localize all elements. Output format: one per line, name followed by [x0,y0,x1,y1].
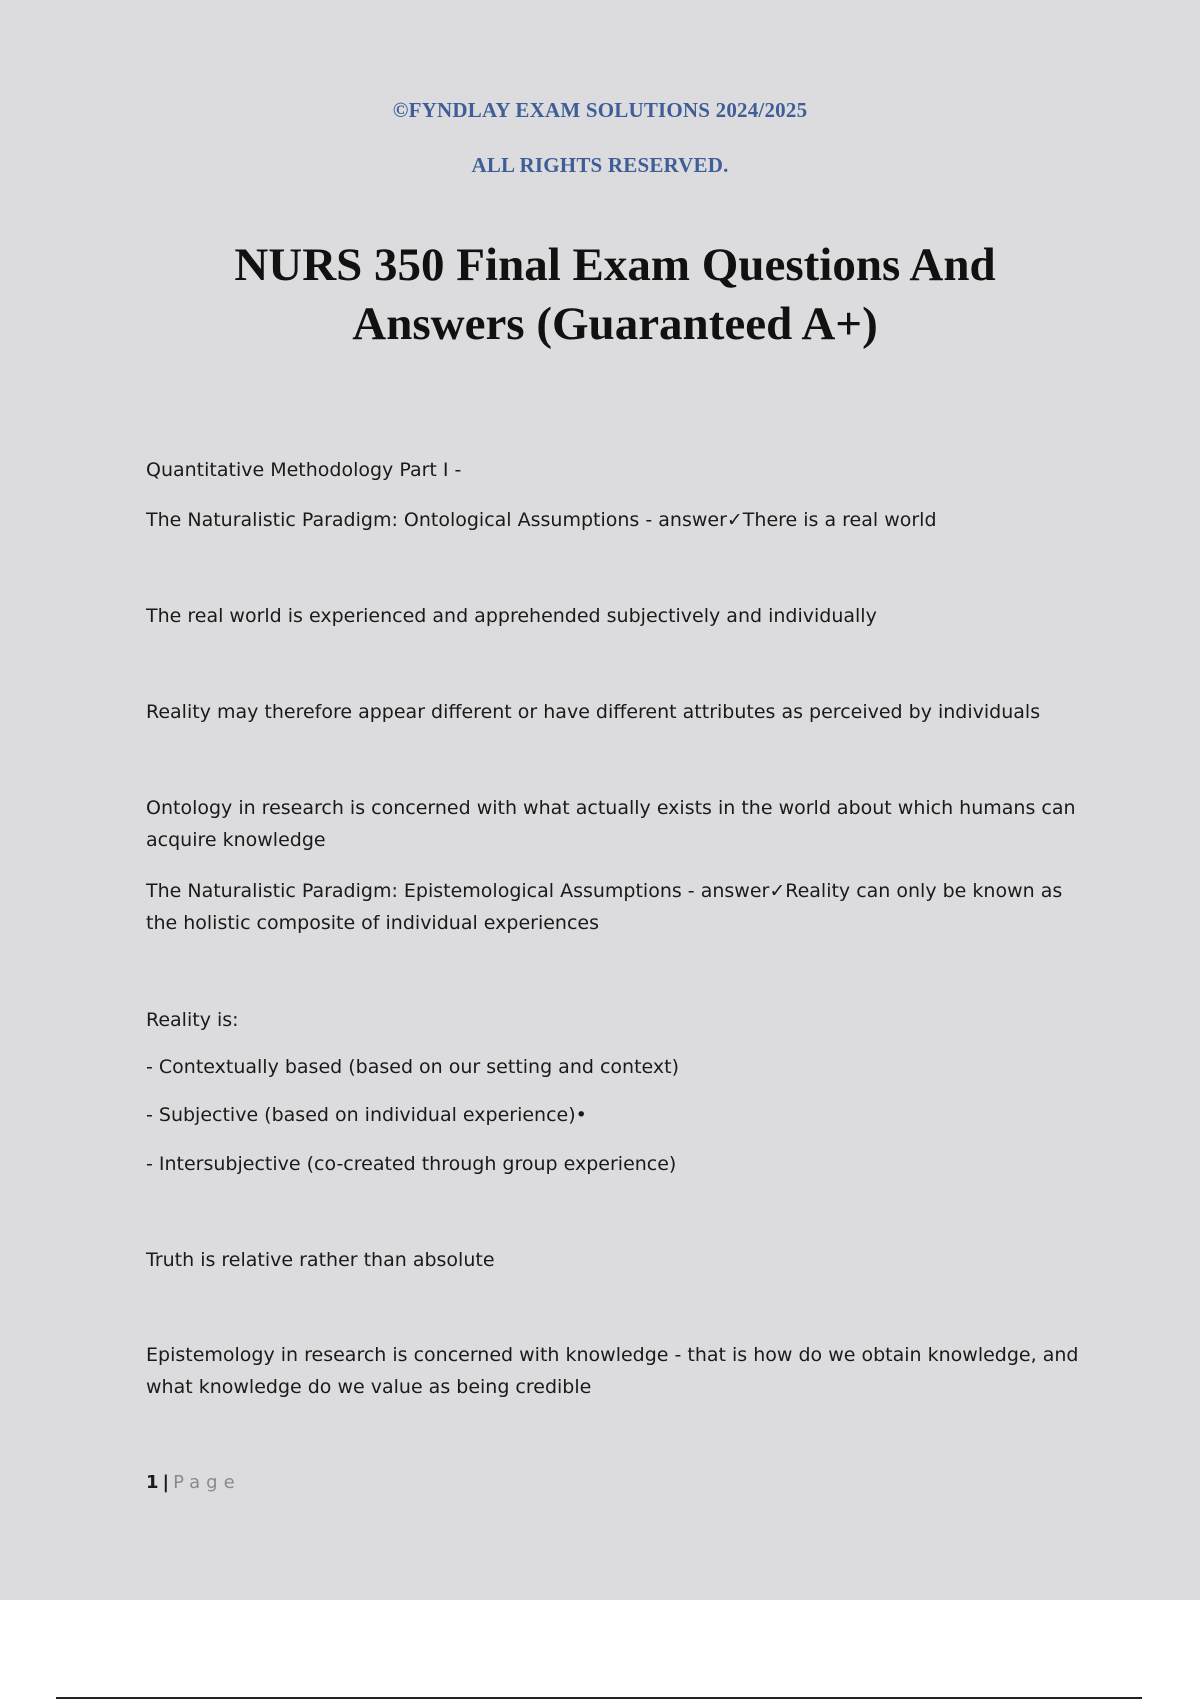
copyright-header: ©FYNDLAY EXAM SOLUTIONS 2024/2025 [392,98,808,122]
answer-paragraph: Ontology in research is concerned with what actually exists in the world about which humans can acquire knowledge [146,797,1076,851]
question-epistemological: The Naturalistic Paradigm: Epistemological Assumptions - answer✓Reality can only be known as the holistic composite of individual experiences [146,880,1063,934]
rights-header: ALL RIGHTS RESERVED. [471,153,729,177]
list-item: - Contextually based (based on our setting and context) [146,1056,679,1078]
bottom-divider [56,1697,1142,1699]
page-label: Page [173,1472,241,1493]
title-line-2: Answers (Guaranteed A+) [352,298,878,350]
answer-paragraph: Epistemology in research is concerned with knowledge - that is how do we obtain knowledge, and what knowledge do we value as being credible [146,1344,1079,1398]
answer-paragraph: Truth is relative rather than absolute [146,1249,495,1271]
document-title [150,236,1080,354]
page-footer [146,1472,241,1493]
list-item: - Subjective (based on individual experience)• [146,1104,587,1126]
list-item: - Intersubjective (co-created through group experience) [146,1153,677,1175]
answer-paragraph: Reality may therefore appear different or have different attributes as perceived by individuals [146,701,1041,723]
page-number: 1 [146,1472,159,1493]
section-heading: Quantitative Methodology Part I - [146,459,462,481]
answer-paragraph: Reality is: [146,1009,239,1031]
title-line-1: NURS 350 Final Exam Questions And [234,239,996,291]
question-ontological: The Naturalistic Paradigm: Ontological Assumptions - answer✓There is a real world [146,509,937,531]
footer-separator: | [162,1472,170,1493]
answer-paragraph: The real world is experienced and apprehended subjectively and individually [146,605,877,627]
